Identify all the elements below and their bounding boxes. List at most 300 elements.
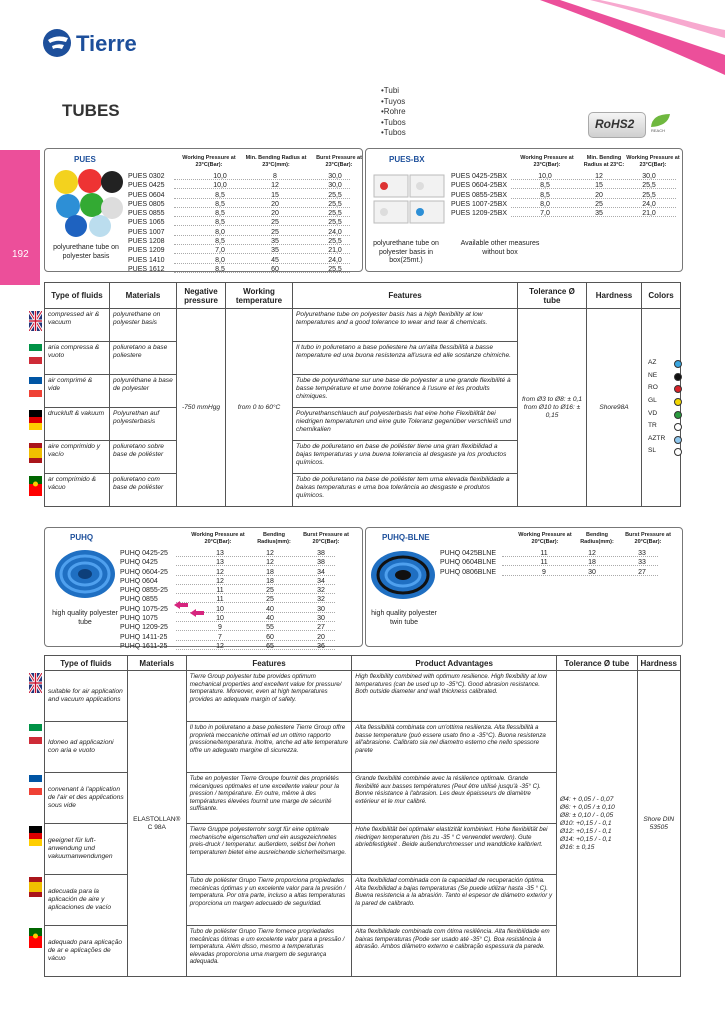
fluid-type: aire comprimido y vacío	[48, 443, 101, 458]
france-flag-icon	[29, 775, 42, 795]
puesbx-note: Available other measures without box	[460, 240, 540, 256]
color-code: TR	[648, 422, 657, 430]
spain-flag-icon	[29, 877, 42, 897]
row-leader	[174, 198, 350, 199]
row-leader	[502, 556, 658, 557]
puesbx-header-bending: Min. Bending Radius at 23°C:	[583, 155, 625, 168]
pink-swoosh-decoration	[540, 0, 725, 80]
fluid-cell	[45, 926, 128, 977]
fluid-type: ar comprimido & vácuo	[48, 476, 97, 491]
negative-pressure-cell	[177, 309, 226, 507]
italy-flag-icon	[29, 724, 42, 744]
spec-value: 11	[216, 587, 224, 595]
spec-value: 8,5	[540, 182, 550, 190]
spec-value: 18	[266, 577, 274, 585]
spec-value: 10	[216, 615, 224, 623]
product-code: PUES 0604	[128, 191, 165, 199]
puhq-arrow-icon-1	[174, 601, 188, 609]
table-row	[120, 558, 335, 567]
spec-value: 34	[317, 577, 325, 585]
spec-value: 10	[216, 605, 224, 613]
spec-value: 45	[271, 256, 279, 264]
fluid-type: compressed air & vacuum	[48, 311, 100, 326]
spec-value: 8,5	[215, 219, 225, 227]
spec-value: 11	[540, 550, 548, 557]
product-code: PUHQ 1209-25	[120, 624, 168, 632]
advantage-text: Hohe flexibilität bei optimaler elastizität kombiniert. Hohe flexibilität bei niedrigen temperaturen (bis zu -35 ° C verwendet werden). Gute abriebfestigkeit . Beide außendurchmesser und wanddicke kalibriert.	[355, 826, 548, 849]
spec-value: 35	[271, 238, 279, 246]
page-number: 192	[12, 249, 29, 260]
row-leader	[174, 235, 350, 236]
portugal-flag-icon	[29, 928, 42, 948]
row-leader	[176, 621, 335, 622]
spec-value: 20	[317, 633, 325, 641]
table-row	[128, 228, 350, 237]
tolerance-value: from Ø3 to Ø8: ± 0,1 from Ø10 to Ø16: ± 0,15	[521, 395, 583, 419]
spec-value: 30,0	[328, 173, 342, 180]
table-row	[120, 549, 335, 558]
spec-value: 8,5	[215, 265, 225, 273]
product-code: PUES 0425-25BX	[451, 173, 508, 180]
spec-value: 25,5	[328, 238, 342, 246]
t1-h-hardness: Hardness	[587, 283, 642, 309]
color-code: SL	[648, 447, 657, 455]
spec-value: 12	[595, 173, 603, 180]
fluid-cell	[45, 824, 128, 875]
advantage-text: Alta flexibilidad combinada con la capacidad de recuperación óptima. Alta flexibilidad a bajas temperaturas (Se puede utilizar hasta -35 ° C). Buena resistencia a la abrasión. Tanto el espesor de diámetro exterior y la pared de calibrado.	[355, 877, 553, 907]
table-row	[120, 568, 335, 577]
row-leader	[176, 602, 335, 603]
spec-value: 24,0	[642, 200, 656, 208]
spec-value: 33	[638, 550, 646, 557]
fluid-cell	[45, 722, 128, 773]
advantage-text: Grande flexibilité combinée avec la résilience optimale. Grande flexibilité aux basses températures (Peut être utilisé jusqu'à -35° C). Bonne résistance à l'abrasion. Les deux épaisseurs de diamètre extérieur et le mur calibré.	[355, 775, 541, 805]
product-code: PUES 1208	[128, 238, 165, 246]
puesbx-product-image	[370, 167, 448, 237]
product-code: PUES 0604-25BX	[451, 182, 508, 190]
temperature-value: from 0 to 60°C	[237, 403, 281, 411]
spec-value: 8,5	[540, 191, 550, 199]
table-row	[451, 200, 676, 209]
pues-header-bending: Min. Bending Radius at 23°C(mm):	[245, 155, 307, 168]
brand-name: Tierre	[76, 31, 137, 56]
product-code: PUHQ 0425	[120, 559, 158, 567]
t2-h-features: Features	[186, 656, 352, 671]
row-leader	[176, 556, 335, 557]
product-code: PUES 0855	[128, 210, 165, 218]
table-row	[128, 218, 350, 227]
feature-text: Tierre Gruppe polyesterrohr sorgt für eine optimale mechanische eigenschaften und ein ausgezeichnetes preis-druck / temperatur. außerdem, selbst bei hohen temperaturen bietet eine ausreichende sicherheitsmarge.	[189, 826, 347, 856]
t2-h-tolerance: Tolerance Ø tube	[557, 656, 637, 671]
table-row	[440, 558, 658, 567]
puhqblne-table	[440, 549, 658, 577]
advantage-cell	[352, 671, 557, 722]
spec-value: 25	[271, 219, 279, 227]
colors-cell	[642, 309, 681, 507]
spec-value: 12	[216, 642, 224, 650]
hardness-value: Shore98A	[599, 403, 629, 411]
spec-value: 32	[317, 596, 325, 604]
spec-value: 60	[271, 265, 279, 273]
feature-text: Tube en polyester Tierre Groupe fournit des propriétés mécaniques optimales et une excellente valeur pour la pression / température. En outre, même à des températures élevées fournit une marge de sécurité suffisante.	[189, 775, 340, 813]
rohs-badge: RoHS2	[588, 112, 646, 138]
feature-cell	[186, 671, 352, 722]
puhq-title: PUHQ	[70, 533, 94, 542]
table-row	[120, 623, 335, 632]
table-row	[120, 633, 335, 642]
spec-value: 12	[266, 559, 274, 567]
color-option	[648, 408, 677, 421]
spec-value: 20	[271, 200, 279, 208]
tolerance-cell	[557, 671, 637, 977]
spec-value: 13	[216, 559, 224, 567]
spec-value: 25,5	[642, 191, 656, 199]
spec-value: 7,0	[540, 210, 550, 218]
t2-h-fluids: Type of fluids	[45, 656, 128, 671]
spec-value: 30	[317, 615, 325, 623]
puhqblne-header-working: Working Pressure at 20°C(Bar):	[518, 532, 572, 545]
puhq-header-working: Working Pressure at 20°C(Bar):	[191, 532, 245, 545]
fluid-cell	[45, 408, 110, 441]
fluid-type: Idoneo ad applicazioni con aria e vuoto	[48, 739, 114, 754]
feature-text: Il tubo in poliuretano a base poliestere Tierre Group offre proprietà meccaniche ottimali ed un ottimo rapporto pressione/temperatura. Inoltre, anche ad alte temperature offre un adeguato margine di sicurezza.	[189, 724, 348, 754]
table-row	[128, 181, 350, 190]
italy-flag-icon	[29, 344, 42, 364]
table-row	[440, 549, 658, 558]
spec-value: 25,5	[328, 210, 342, 218]
row-leader	[176, 575, 335, 576]
feature-text: Tierre Group polyester tube provides optimum mechanical properties and excellent value for pressure/ temperature. Moreover, even at high temperatures provides an adequate margin of safety.	[189, 673, 342, 703]
product-code: PUES 0855-25BX	[451, 191, 508, 199]
spec-value: 20	[271, 210, 279, 218]
puhq-table	[120, 549, 335, 651]
color-swatch	[674, 385, 682, 393]
spec-value: 27	[317, 624, 325, 632]
pues-title: PUES	[74, 155, 96, 164]
t1-h-features: Features	[293, 283, 518, 309]
feature-text: Polyurethane tube on polyester basis has a high flexibility at low temperatures and a good tolerance to wear and tear & chemicals.	[296, 311, 488, 326]
feature-text: Tube de polyuréthane sur une base de polyester a une grande flexibilité à basse température et une bonne tolérance à l'usure et les produits chimiques.	[296, 377, 511, 400]
fluid-type: convenant à l'application de l'air et des applications sous vide	[48, 786, 124, 809]
spec-value: 25	[271, 228, 279, 236]
table-row	[128, 256, 350, 265]
table-row	[440, 568, 658, 577]
spec-value: 30	[588, 568, 596, 576]
color-option	[648, 445, 677, 458]
puhqblne-title: PUHQ-BLNE	[382, 533, 430, 542]
puesbx-table	[451, 172, 676, 218]
fluid-type: suitable for air application and vacuum applications	[48, 688, 123, 703]
spec-value: 10,0	[213, 182, 227, 190]
spec-value: 25,5	[328, 200, 342, 208]
puhq-header-bending: Bending Radius(mm):	[257, 532, 291, 545]
advantage-text: Alta flessibilità combinata con un'ottima resilienza. Alta flessibilità a basse temperature (può essere usato fino a -35°C). Buona resistenza all'abrasione. Calibrato sia nel diametro esterno che nello spessore parete	[355, 724, 546, 754]
row-leader	[511, 216, 676, 217]
puhq-caption: high quality polyester tube	[52, 610, 118, 626]
material-text: poliuretano a base poliestere	[113, 344, 168, 359]
negative-pressure-value: -750 mmHgg	[181, 403, 221, 411]
color-swatch	[674, 436, 682, 444]
spec-value: 35	[595, 210, 603, 218]
table-row	[120, 642, 335, 651]
table-row	[128, 200, 350, 209]
row-leader	[502, 575, 658, 576]
uk-flag-icon	[29, 673, 42, 693]
product-code: PUHQ 0604BLNE	[440, 559, 497, 567]
color-swatch	[674, 360, 682, 368]
color-code: RO	[648, 384, 658, 392]
fluid-cell	[45, 875, 128, 926]
fluid-cell	[45, 441, 110, 474]
spec-value: 65	[266, 642, 274, 650]
pues-spec-table	[44, 282, 681, 507]
portugal-flag-icon	[29, 476, 42, 496]
material-text: Polyurethan auf polyesterbasis	[113, 410, 160, 425]
spec-value: 40	[266, 605, 274, 613]
germany-flag-icon	[29, 410, 42, 430]
puhqblne-header-burst: Burst Pressure at 20°C(Bar):	[625, 532, 671, 545]
tolerance-line: Ø4: + 0,05 / - 0,07	[560, 795, 614, 803]
color-code: AZ	[648, 359, 657, 367]
spec-value: 12	[216, 568, 224, 576]
row-leader	[511, 188, 676, 189]
puesbx-title: PUES-BX	[389, 155, 425, 164]
feature-cell	[186, 824, 352, 875]
spec-value: 8,0	[215, 256, 225, 264]
table-row	[128, 265, 350, 274]
row-leader	[174, 272, 350, 273]
advantage-text: High flexibility combined with optimum resilience. High flexibility at low temperatures (can be used up to -35°C). Good abrasion resistance. Both outside diameter and wall thickness calibrated.	[355, 673, 547, 696]
hardness-cell	[587, 309, 642, 507]
color-swatch	[674, 423, 682, 431]
spec-value: 36	[317, 642, 325, 650]
t1-h-negative: Negative pressure	[177, 283, 226, 309]
row-leader	[511, 207, 676, 208]
spec-value: 15	[595, 182, 603, 190]
tolerance-line: Ø12: +0,15 / - 0,1	[560, 827, 612, 835]
spec-value: 25	[595, 200, 603, 208]
lang-pt: •Tubos	[381, 128, 406, 137]
t1-h-materials: Materials	[110, 283, 177, 309]
table-row	[120, 577, 335, 586]
spec-value: 25	[266, 596, 274, 604]
table-row	[120, 586, 335, 595]
row-leader	[174, 216, 350, 217]
spec-value: 12	[588, 550, 596, 557]
fluid-cell	[45, 342, 110, 375]
page-side-tab	[0, 150, 40, 285]
spec-value: 34	[317, 568, 325, 576]
row-leader	[174, 207, 350, 208]
temperature-cell	[226, 309, 293, 507]
spec-value: 7	[218, 633, 222, 641]
tolerance-line: Ø14: +0,15 / - 0,1	[560, 835, 612, 843]
pues-product-image	[52, 168, 124, 238]
puesbx-header-working: Working Pressure at 23°C(Bar):	[520, 155, 574, 168]
table-row	[451, 209, 676, 218]
spec-value: 8,0	[540, 200, 550, 208]
product-code: PUES 1209	[128, 247, 165, 255]
row-leader	[502, 565, 658, 566]
color-code: VD	[648, 409, 658, 417]
product-code: PUES 1007-25BX	[451, 200, 508, 208]
spec-value: 8,0	[215, 228, 225, 236]
row-leader	[174, 179, 350, 180]
product-code: PUES 1065	[128, 219, 165, 227]
feature-text: Tubo de poliuretano na base de poliéster tem uma elevada flexibilidade a baixas temperaturas e uma boa tolerância ao desgaste e produtos químicos.	[296, 476, 510, 499]
color-option	[648, 370, 677, 383]
puhq-arrow-icon-2	[190, 609, 204, 617]
tolerance-line: Ø6: + 0,05 / ± 0,10	[560, 803, 615, 811]
row-leader	[176, 565, 335, 566]
spec-value: 30,0	[642, 173, 656, 180]
puesbx-header-burst: Working Pressure at 23°C(Bar):	[626, 155, 680, 168]
spec-value: 20	[595, 191, 603, 199]
tolerance-line: Ø16: ± 0,15	[560, 843, 595, 851]
color-swatch	[674, 398, 682, 406]
color-code: AZTR	[648, 434, 666, 442]
advantage-cell	[352, 875, 557, 926]
lang-it: •Tubi	[381, 86, 400, 95]
france-flag-icon	[29, 377, 42, 397]
spec-value: 38	[317, 559, 325, 567]
puesbx-caption: polyurethane tube on polyester basis in box(25mt.)	[373, 240, 439, 265]
table-row	[451, 181, 676, 190]
spec-value: 40	[266, 615, 274, 623]
product-code: PUHQ 1075-25	[120, 605, 168, 613]
feature-cell	[293, 441, 518, 474]
product-code: PUES 1612	[128, 265, 165, 273]
reach-badge: REACH	[648, 112, 674, 136]
feature-cell	[186, 722, 352, 773]
t2-h-materials: Materials	[127, 656, 186, 671]
spec-value: 8	[273, 173, 277, 180]
feature-cell	[293, 375, 518, 408]
table-row	[128, 237, 350, 246]
lang-es: •Tuyos	[381, 96, 406, 106]
advantage-text: Alta flexibilidade combinada com ótima resiliência. Alta flexibilidade em baixas temperaturas (Pode ser usado até -35° C). Boa resistência à abrasão. Ambos diâmetro externo e calibração espessura da parede.	[355, 928, 550, 951]
spec-value: 25,5	[642, 182, 656, 190]
material-cell	[127, 671, 186, 977]
row-leader	[174, 188, 350, 189]
material-cell	[110, 375, 177, 408]
color-swatch	[674, 448, 682, 456]
t1-h-colors: Colors	[642, 283, 681, 309]
spec-value: 8,5	[215, 200, 225, 208]
table-row	[120, 614, 335, 623]
product-code: PUES 1007	[128, 228, 165, 236]
puhq-header-burst: Burst Pressure at 20°C(Bar):	[303, 532, 349, 545]
fluid-cell	[45, 474, 110, 507]
feature-cell	[293, 309, 518, 342]
fluid-type: adequado para aplicação de ar e aplicações de vácuo	[48, 939, 123, 962]
spec-value: 24,0	[328, 256, 342, 264]
table-row	[128, 191, 350, 200]
material-cell	[110, 342, 177, 375]
spec-value: 35	[271, 247, 279, 255]
spec-value: 12	[271, 182, 279, 190]
material-cell	[110, 441, 177, 474]
spec-value: 25,5	[328, 191, 342, 199]
product-code: PUES 0302	[128, 173, 165, 180]
spec-value: 10,0	[538, 173, 552, 180]
puhqblne-caption: high quality polyester twin tube	[371, 610, 437, 626]
pues-caption: polyurethane tube on polyester basis	[53, 244, 119, 260]
row-leader	[174, 244, 350, 245]
pues-table	[128, 172, 350, 274]
advantage-cell	[352, 824, 557, 875]
advantage-cell	[352, 722, 557, 773]
brand-logo-icon	[42, 28, 72, 58]
spec-value: 12	[266, 550, 274, 557]
feature-cell	[186, 926, 352, 977]
table-row	[128, 172, 350, 181]
material-cell	[110, 474, 177, 507]
spec-value: 9	[542, 568, 546, 576]
product-code: PUHQ 1075	[120, 615, 158, 623]
advantage-cell	[352, 926, 557, 977]
brand-logo	[42, 28, 137, 63]
language-list	[381, 86, 406, 139]
tolerance-cell	[518, 309, 587, 507]
feature-text: Tubo de poliéster Grupo Tierre fornece propriedades mecânicas ótimas e um excelente valor para a pressão / temperatura. Além disso, mesmo a temperaturas elevadas proporciona uma margem de segurança adequada.	[189, 928, 345, 966]
color-option	[648, 433, 677, 446]
fluid-type: adecuada para la aplicación de aire y aplicaciones de vacío	[48, 888, 112, 911]
color-code: GL	[648, 396, 657, 404]
spec-value: 11	[540, 559, 548, 567]
hardness-value: Shore DIN 53505	[643, 815, 675, 831]
spec-value: 8,5	[215, 238, 225, 246]
product-code: PUHQ 0855-25	[120, 587, 168, 595]
color-swatch	[674, 373, 682, 381]
fluid-cell	[45, 773, 128, 824]
feature-cell	[186, 875, 352, 926]
product-code: PUHQ 0855	[120, 596, 158, 604]
spec-value: 11	[216, 596, 224, 604]
product-code: PUHQ 0425BLNE	[440, 550, 497, 557]
spec-value: 10,0	[213, 173, 227, 180]
table-row	[451, 172, 676, 181]
color-option	[648, 420, 677, 433]
pues-header-working: Working Pressure at 23°C(Bar):	[182, 155, 236, 168]
feature-text: Polyurethanschlauch auf polyesterbasis hat eine hohe Flexibilität bei niedrigen temperaturen und eine gute Toleranz gegenüber verschleiß und chemikalien	[296, 410, 511, 433]
row-leader	[174, 263, 350, 264]
uk-flag-icon	[29, 311, 42, 331]
color-option	[648, 357, 677, 370]
feature-text: Tubo de poliéster Grupo Tierre proporciona propiedades mecánicas óptimas y un excelente valor para la presión / temperatura. Por otra parte, incluso a altas temperaturas proporciona un margen adecuado de seguridad.	[189, 877, 346, 907]
fluid-type: druckluft & vakuum	[48, 410, 105, 417]
page-title: TUBES	[62, 101, 120, 120]
row-leader	[511, 179, 676, 180]
spec-value: 55	[266, 624, 274, 632]
material-text: poliuretano com base de poliéster	[113, 476, 164, 491]
row-leader	[176, 593, 335, 594]
spain-flag-icon	[29, 443, 42, 463]
feature-text: Tubo de poliuretano en base de poliéster tiene una gran flexibilidad a bajas temperaturas y una buena tolerancia al desgaste ya los productos químicos.	[296, 443, 507, 466]
spec-value: 33	[638, 559, 646, 567]
fluid-cell	[45, 375, 110, 408]
color-code: NE	[648, 371, 658, 379]
product-code: PUES 1410	[128, 256, 165, 264]
t1-h-temp: Working temperature	[226, 283, 293, 309]
product-code: PUHQ 0604-25	[120, 568, 168, 576]
fluid-cell	[45, 309, 110, 342]
advantage-cell	[352, 773, 557, 824]
feature-cell	[186, 773, 352, 824]
row-leader	[174, 253, 350, 254]
material-cell	[110, 408, 177, 441]
material-cell	[110, 309, 177, 342]
